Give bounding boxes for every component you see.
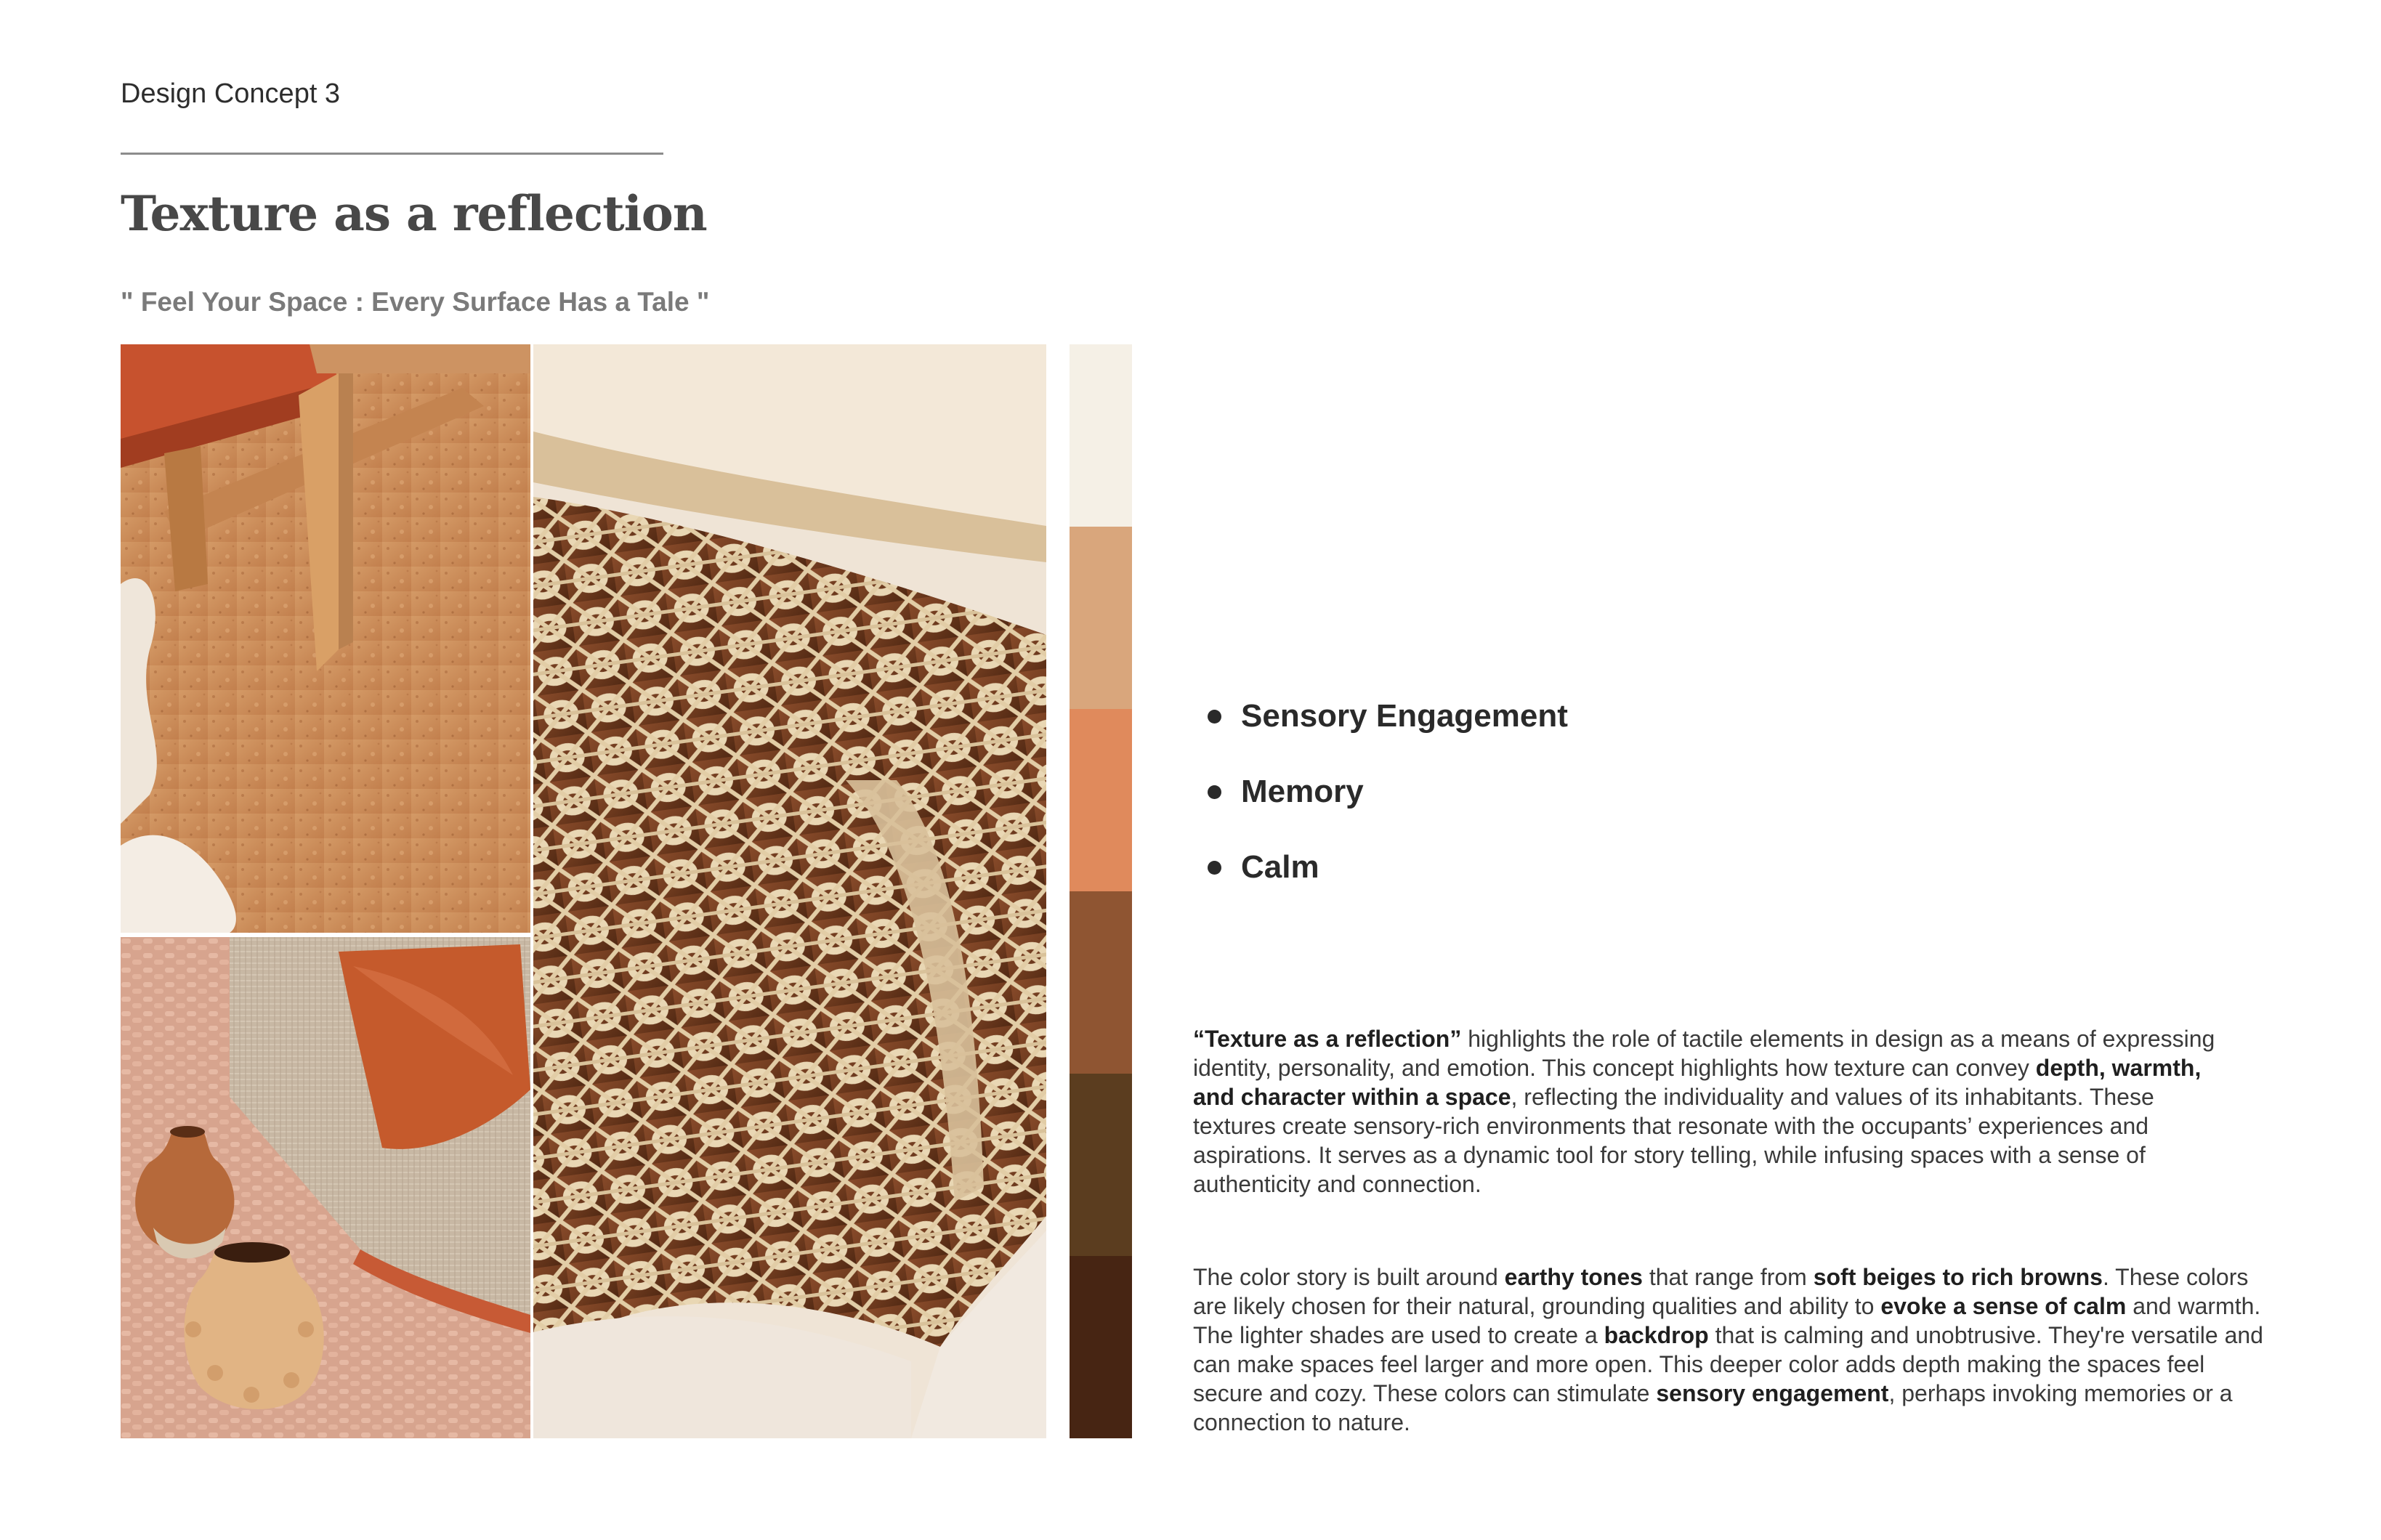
body-text: , perhaps invoking memories or a connection to nature. bbox=[1193, 1380, 2233, 1435]
color-swatch bbox=[1070, 344, 1132, 527]
emphasis-text: backdrop bbox=[1604, 1322, 1709, 1348]
emphasis-text: “Texture as a reflection” bbox=[1193, 1026, 1462, 1052]
bullet-dot-icon bbox=[1208, 785, 1221, 799]
color-story-description bbox=[1193, 1263, 2276, 1437]
color-swatch bbox=[1070, 527, 1132, 709]
keyword-label: Sensory Engagement bbox=[1241, 698, 1568, 734]
body-text: that is calming and unobtrusive. They're versatile and can make spaces feel larger and more open. This deeper color adds depth making the spaces feel secure and cozy. These colors can stimulate bbox=[1193, 1322, 2263, 1406]
cork-floor-photo bbox=[121, 344, 530, 933]
tagline: " Feel Your Space : Every Surface Has a Tale " bbox=[121, 287, 710, 317]
body-text: , reflecting the individuality and values of its inhabitants. These textures create sensory-rich environments that resonate with the occupants’ experiences and aspirations. It serves as a dynamic tool for story telling, while infusing spaces with a sense of authenticity and connection. bbox=[1193, 1084, 2154, 1197]
header-divider bbox=[121, 153, 663, 155]
page-title: Texture as a reflection bbox=[121, 185, 707, 242]
body-text: and warmth. The lighter shades are used to create a bbox=[1193, 1293, 2261, 1348]
emphasis-text: soft beiges to rich browns bbox=[1813, 1264, 2103, 1290]
color-palette bbox=[1070, 344, 1132, 1438]
keyword-item bbox=[1206, 847, 1568, 923]
keyword-label: Memory bbox=[1241, 774, 1364, 809]
color-swatch bbox=[1070, 1074, 1132, 1256]
color-swatch bbox=[1070, 1256, 1132, 1438]
bullet-dot-icon bbox=[1208, 861, 1221, 875]
rattan-weave-photo bbox=[533, 344, 1046, 1438]
body-text: . These colors are likely chosen for their natural, grounding qualities and ability to bbox=[1193, 1264, 2249, 1319]
emphasis-text: earthy tones bbox=[1504, 1264, 1643, 1290]
keyword-list bbox=[1206, 696, 1568, 923]
keyword-item bbox=[1206, 696, 1568, 771]
woven-rug-vases-photo bbox=[121, 937, 530, 1438]
emphasis-text: evoke a sense of calm bbox=[1880, 1293, 2127, 1319]
emphasis-text: depth, warmth, and character within a space bbox=[1193, 1055, 2202, 1110]
keyword-item bbox=[1206, 771, 1568, 847]
color-swatch bbox=[1070, 891, 1132, 1074]
color-swatch bbox=[1070, 709, 1132, 891]
concept-description bbox=[1193, 1024, 2218, 1199]
emphasis-text: sensory engagement bbox=[1656, 1380, 1889, 1406]
body-text: highlights the role of tactile elements in design as a means of expressing identity, personality, and emotion. This concept highlights how texture can convey bbox=[1193, 1026, 2215, 1081]
body-text: The color story is built around bbox=[1193, 1264, 1505, 1290]
bullet-dot-icon bbox=[1208, 710, 1221, 724]
keyword-label: Calm bbox=[1241, 849, 1319, 885]
body-text: that range from bbox=[1642, 1264, 1814, 1290]
concept-label: Design Concept 3 bbox=[121, 78, 341, 109]
